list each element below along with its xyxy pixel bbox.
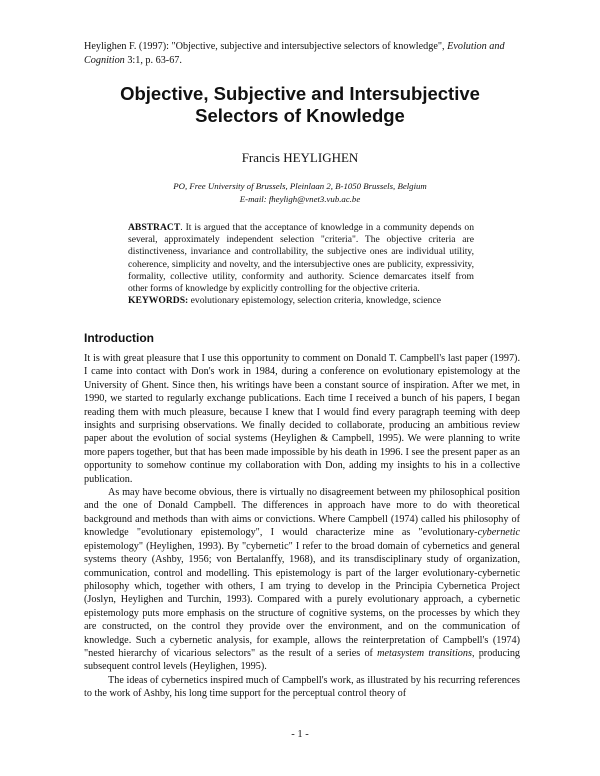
affiliation-email: E-mail: fheyligh@vnet3.vub.ac.be: [239, 194, 361, 204]
paragraph-2-part-a: As may have become obvious, there is virtually no disagreement between my philosophical position and the one of Donald Campbell. The differences in approach have more to do with theoretical background and methods than with aims or convictions. Where Campbell (1974) called his philosophy of knowledge "evolutionary epistemology", I would characterize mine as "evolutionary-: [84, 487, 520, 539]
section-heading-introduction: Introduction: [84, 331, 154, 345]
paragraph-2-italic-metasystem: metasystem transitions: [377, 647, 472, 659]
paragraph-2-part-c: epistemology" (Heylighen, 1993). By "cybernetic" I refer to the broad domain of cybernetics and general systems theory (Ashby, 1956; von Bertalanffy, 1968), and its transdisciplinary study of organization, communication, control and modelling. This epistemology is part of the larger evolutionary-cybernetic philosophy which, together with others, I am trying to develop in the Principia Cybernetica Project (Joslyn, Heylighen and Turchin, 1993). Compared with a purely evolutionary approach, a cybernetic epistemology puts more emphasis on the structure of cognitive systems, on the processes by which they are constructed, on the control they provide over the environment, and on the communication of knowledge. Such a cybernetic analysis, for example, allows the reinterpretation of Campbell's (1974) "nested hierarchy of vicarious selectors" as the result of a series of: [84, 540, 520, 659]
paragraph-3: The ideas of cybernetics inspired much of Campbell's work, as illustrated by his recurring references to the work of Ashby, his long time support for the perceptual control theory of: [84, 674, 520, 700]
affiliation: [60, 180, 540, 206]
affiliation-address: PO, Free University of Brussels, Pleinlaan 2, B-1050 Brussels, Belgium: [173, 181, 427, 191]
title-line-2: Selectors of Knowledge: [195, 105, 405, 126]
citation-journal: Evolution and Cognition: [84, 41, 505, 66]
paragraph-2-italic-cybernetic: cybernetic: [477, 527, 520, 539]
abstract-text: . It is argued that the acceptance of knowledge in a community depends on several, approximately independent selection "criteria". The objective criteria are distinctiveness, invariance and controllability, the subjective ones are individual utility, coherence, simplicity and novelty, and the intersubjective ones are publicity, expressivity, formality, collective utility, conformity and authority. Science demarcates itself from other forms of knowledge by explicitly controlling for the objective criteria.: [128, 222, 474, 295]
body-text: [84, 352, 520, 701]
citation-text: Heylighen F. (1997): "Objective, subjective and intersubjective selectors of knowledge",: [84, 41, 445, 52]
keywords-label: KEYWORDS:: [128, 295, 189, 307]
abstract: [128, 222, 474, 307]
citation-details: 3:1, p. 63-67.: [127, 55, 182, 66]
abstract-label: ABSTRACT: [128, 222, 181, 233]
paragraph-2-part-e: , producing subsequent control levels (Heylighen, 1995).: [84, 647, 521, 673]
page-number: - 1 -: [291, 729, 309, 740]
keywords-text: evolutionary epistemology, selection criteria, knowledge, science: [190, 295, 441, 307]
author-name: Francis HEYLIGHEN: [241, 150, 359, 165]
paragraph-2: [84, 486, 520, 674]
paragraph-1: It is with great pleasure that I use this opportunity to comment on Donald T. Campbell's last paper (1997). I came into contact with Don's work in 1984, during a conference on evolutionary epistemology at the University of Ghent. Since then, his writings have been a constant source of inspiration. After we met, in 1990, we started to regularly exchange publications. Each time I received a bunch of his papers, I began reading them with much pleasure, because I knew that I would find every paragraph teeming with deep insights and surprising observations. We finally decided to collaborate, producing an ambitious review paper about the evolution of social systems (Heylighen & Campbell, 1995). We were planning to write more papers together, but that has been made impossible by his death in 1996. I see the present paper as an opportunity to somehow continue my collaboration with Don, adding my insights to his in a collective publication.: [84, 353, 520, 485]
paper-title: [60, 83, 540, 127]
citation: [84, 40, 520, 68]
title-line-1: Objective, Subjective and Intersubjective: [120, 83, 480, 104]
